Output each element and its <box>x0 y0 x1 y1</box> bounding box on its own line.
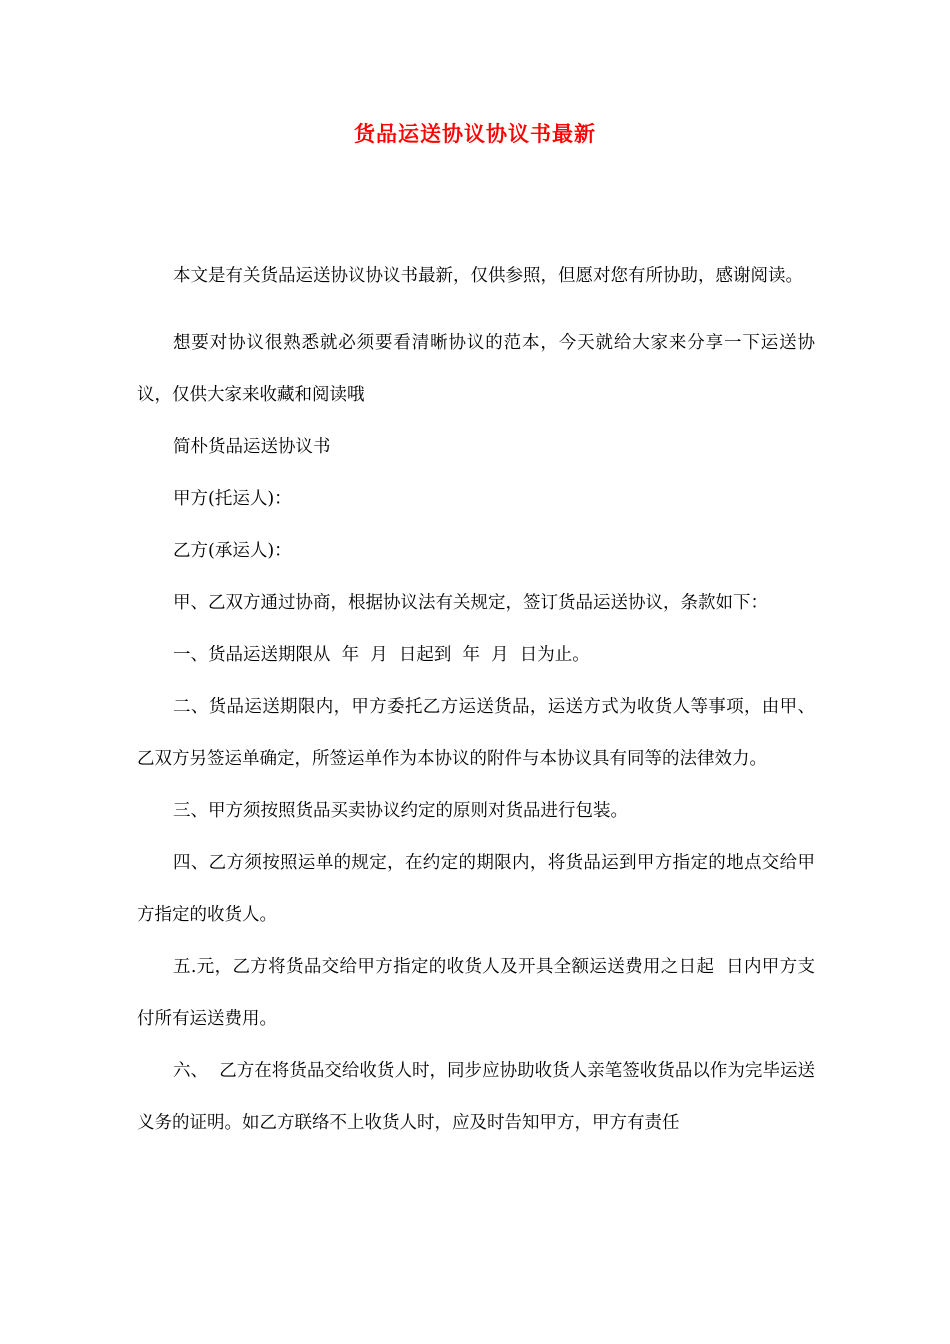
agreement-preamble: 甲、乙双方通过协商，根据协议法有关规定，签订货品运送协议，条款如下： <box>173 593 768 613</box>
clause-2: 二、货品运送期限内，甲方委托乙方运送货品，运送方式为收货人等事项，由甲、乙双方另签运单确定，所签运单作为本协议的附件与本协议具有同等的法律效力。 <box>137 697 815 769</box>
clause-3: 三、甲方须按照货品买卖协议约定的原则对货品进行包装。 <box>173 801 628 821</box>
clause-5: 五.元，乙方将货品交给甲方指定的收货人及开具全额运送费用之日起 日内甲方支付所有运送费用。 <box>137 957 815 1029</box>
clause-6: 六、 乙方在将货品交给收货人时，同步应协助收货人亲笔签收货品以作为完毕运送义务的证明。如乙方联络不上收货人时，应及时告知甲方，甲方有责任 <box>137 1061 815 1133</box>
clause-4: 四、乙方须按照运单的规定，在约定的期限内，将货品运到甲方指定的地点交给甲方指定的收货人。 <box>137 853 815 925</box>
intro-paragraph: 本文是有关货品运送协议协议书最新，仅供参照，但愿对您有所协助，感谢阅读。 <box>173 266 803 286</box>
clause-1: 一、货品运送期限从 年 月 日起到 年 月 日为止。 <box>173 645 590 665</box>
preface-paragraph: 想要对协议很熟悉就必须要看清晰协议的范本，今天就给大家来分享一下运送协议，仅供大家来收藏和阅读哦 <box>137 333 815 405</box>
contract-heading: 简朴货品运送协议书 <box>173 437 331 457</box>
document-body <box>137 250 815 1149</box>
party-b-line: 乙方(承运人)： <box>173 541 292 561</box>
document-title: 货品运送协议协议书最新 <box>354 121 596 146</box>
party-a-line: 甲方(托运人)： <box>173 489 292 509</box>
